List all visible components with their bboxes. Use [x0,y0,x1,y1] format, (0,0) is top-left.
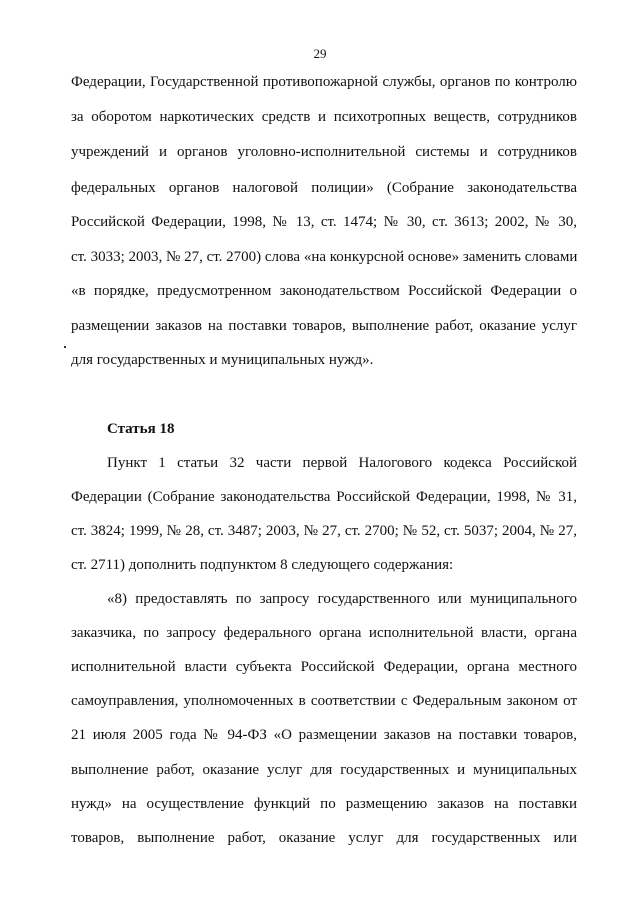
paragraph-line: за оборотом наркотических средств и психотропных веществ, сотрудников [71,109,577,125]
paragraph-line: Пункт 1 статьи 32 части первой Налогового кодекса Российской [107,455,577,471]
paragraph-line: ст. 3033; 2003, № 27, ст. 2700) слова «на конкурсной основе» заменить словами [71,249,578,265]
paragraph-line: 21 июля 2005 года № 94-ФЗ «О размещении заказов на поставки товаров, [71,727,577,743]
paragraph-line: Федерации, Государственной противопожарной службы, органов по контролю [71,74,577,90]
paragraph-line: «в порядке, предусмотренном законодательством Российской Федерации о [71,283,577,299]
paragraph-line: для государственных и муниципальных нужд». [71,352,374,368]
paragraph-line: Российской Федерации, 1998, № 13, ст. 1474; № 30, ст. 3613; 2002, № 30, [71,214,577,230]
margin-dot [64,346,66,348]
paragraph-line: размещении заказов на поставки товаров, выполнение работ, оказание услуг [71,318,577,334]
paragraph-line: федеральных органов налоговой полиции» (Собрание законодательства [71,180,577,196]
paragraph-line: ст. 2711) дополнить подпунктом 8 следующего содержания: [71,557,454,573]
article-heading: Статья 18 [107,421,175,437]
paragraph-line: учреждений и органов уголовно-исполнительной системы и сотрудников [71,144,577,160]
paragraph-line: «8) предоставлять по запросу государственного или муниципального [107,591,577,607]
page-number: 29 [313,46,327,61]
paragraph-line: Федерации (Собрание законодательства Российской Федерации, 1998, № 31, [71,489,577,505]
paragraph-line: исполнительной власти субъекта Российской Федерации, органа местного [71,659,577,675]
paragraph-line: самоуправления, уполномоченных в соответствии с Федеральным законом от [71,693,577,709]
paragraph-line: заказчика, по запросу федерального органа исполнительной власти, органа [71,625,577,641]
paragraph-line: выполнение работ, оказание услуг для государственных и муниципальных [71,762,577,778]
paragraph-line: ст. 3824; 1999, № 28, ст. 3487; 2003, № 27, ст. 2700; № 52, ст. 5037; 2004, № 27, [71,523,577,539]
paragraph-line: нужд» на осуществление функций по размещению заказов на поставки [71,796,577,812]
paragraph-line: товаров, выполнение работ, оказание услуг для государственных или [71,830,577,846]
